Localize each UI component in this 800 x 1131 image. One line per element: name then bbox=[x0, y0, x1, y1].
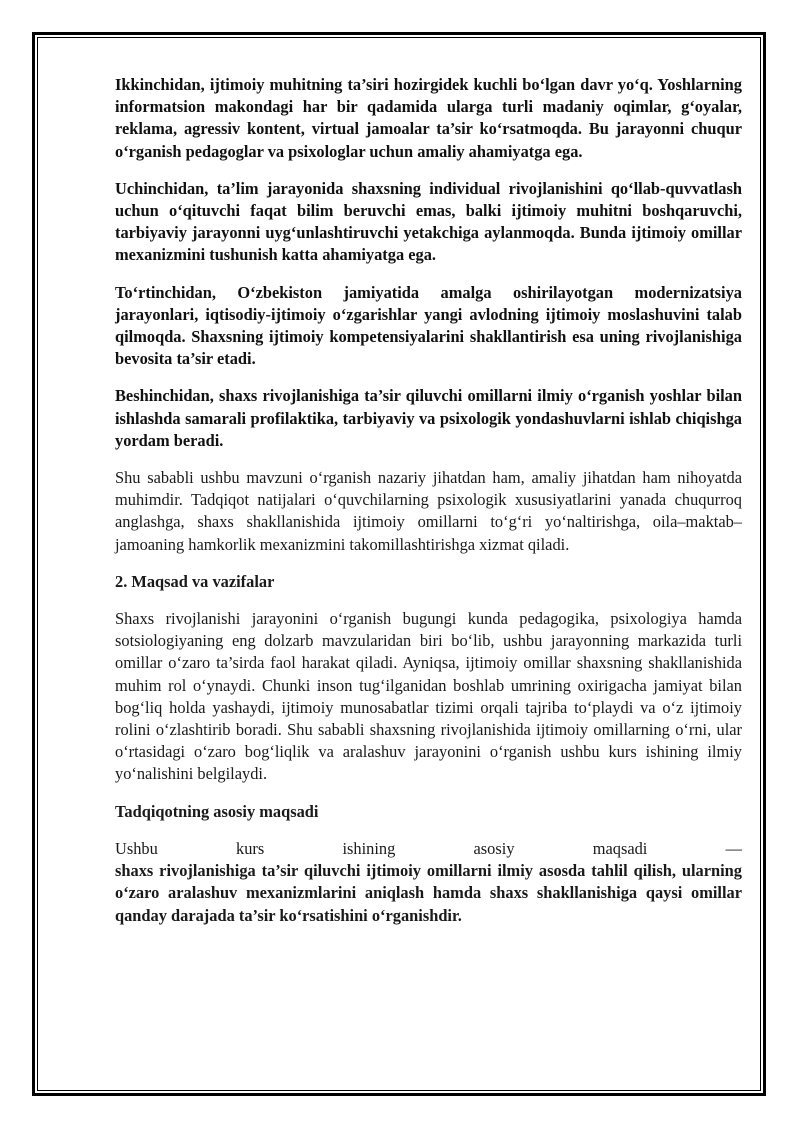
paragraph-section-intro: Shaxs rivojlanishi jarayonini o‘rganish bugungi kunda pedagogika, psixologiya hamda sotsiologiyaning eng dolzarb mavzularidan biri bo‘lib, ushbu jarayonning markazida turli omillar o‘zaro ta’sirda faol harakat qiladi. Ayniqsa, ijtimoiy omillar shaxsning shakllanishida muhim rol o‘ynaydi. Chunki inson tug‘ilganidan boshlab umrining oxirigacha jamiyat bilan bog‘liq holda yashaydi, ijtimoiy munosabatlar tizimi orqali tajriba to‘playdi va o‘z ijtimoiy rolini o‘zlashtirib boradi. Shu sababli shaxsning rivojlanishida ijtimoiy omillarning o‘rni, ular o‘rtasidagi o‘zaro bog‘liqlik va aralashuv jarayonini o‘rganish ushbu kurs ishining ilmiy yo‘nalishini belgilaydi. bbox=[115, 609, 742, 784]
paragraph-fifth-reason: Beshinchidan, shaxs rivojlanishiga ta’sir qiluvchi omillarni ilmiy o‘rganish yoshlar bilan ishlashda samarali profilaktika, tarbiyaviy va psixologik yondashuvlarni ishlab chiqishga yordam beradi. bbox=[115, 386, 742, 450]
paragraph-third-reason: Uchinchidan, ta’lim jarayonida shaxsning individual rivojlanishini qo‘llab-quvvatlash uchun o‘qituvchi faqat bilim beruvchi emas, balki ijtimoiy muhitni boshqaruvchi, tarbiyaviy jarayonni uyg‘unlashtiruvchi yetakchiga aylanmoqda. Bunda ijtimoiy omillar mexanizmini tushunish katta ahamiyatga ega. bbox=[115, 178, 742, 265]
paragraph-second-reason: Ikkinchidan, ijtimoiy muhitning ta’siri hozirgidek kuchli bo‘lgan davr yo‘q. Yoshlarning informatsion makondagi har bir qadamida ularga turli madaniy oqimlar, g‘oyalar, reklama, agressiv kontent, virtual jamoalar ta’sir ko‘rsatmoqda. Bu jarayonni chuqur o‘rganish pedagoglar va psixologlar uchun amaliy ahamiyatga ega. bbox=[115, 75, 742, 161]
goal-lead-word: kurs bbox=[236, 838, 265, 858]
section-heading: 2. Maqsad va vazifalar bbox=[115, 571, 275, 591]
goal-lead-word: maqsadi bbox=[592, 838, 648, 858]
goal-lead-dash: — bbox=[725, 838, 742, 858]
paragraph-summary: Shu sababli ushbu mavzuni o‘rganish nazariy jihatdan ham, amaliy jihatdan ham nihoyatda muhimdir. Tadqiqot natijalari o‘quvchilarning psixologik xususiyatlarini yanada chuqurroq anglashga, shaxs shakllanishida ijtimoiy omillarni to‘g‘ri yo‘naltirishga, oila–maktab–jamoaning hamkorlik mexanizmini takomillashtirishga xizmat qiladi. bbox=[115, 468, 742, 554]
document-body bbox=[115, 74, 742, 927]
goal-lead-word: Ushbu bbox=[115, 838, 158, 858]
paragraph-fourth-reason: To‘rtinchidan, O‘zbekiston jamiyatida amalga oshirilayotgan modernizatsiya jarayonlari, iqtisodiy-ijtimoiy o‘zgarishlar yangi avlodning ijtimoiy moslashuvini talab qilmoqda. Shaxsning ijtimoiy kompetensiyalarini shakllantirish esa uning rivojlanishiga bevosita ta’sir etadi. bbox=[115, 282, 742, 369]
subheading-main-goal: Tadqiqotning asosiy maqsadi bbox=[115, 801, 319, 821]
goal-statement: shaxs rivojlanishiga ta’sir qiluvchi ijtimoiy omillarni ilmiy asosda tahlil qilish, ularning o‘zaro aralashuv mexanizmlarini aniqlash hamda shaxs shakllanishiga qaysi omillar qanday darajada ta’sir ko‘rsatishini o‘rganishdir. bbox=[115, 861, 742, 925]
goal-lead-word: asosiy bbox=[473, 838, 515, 858]
goal-lead-line bbox=[115, 838, 742, 860]
goal-lead-word: ishining bbox=[342, 838, 396, 858]
